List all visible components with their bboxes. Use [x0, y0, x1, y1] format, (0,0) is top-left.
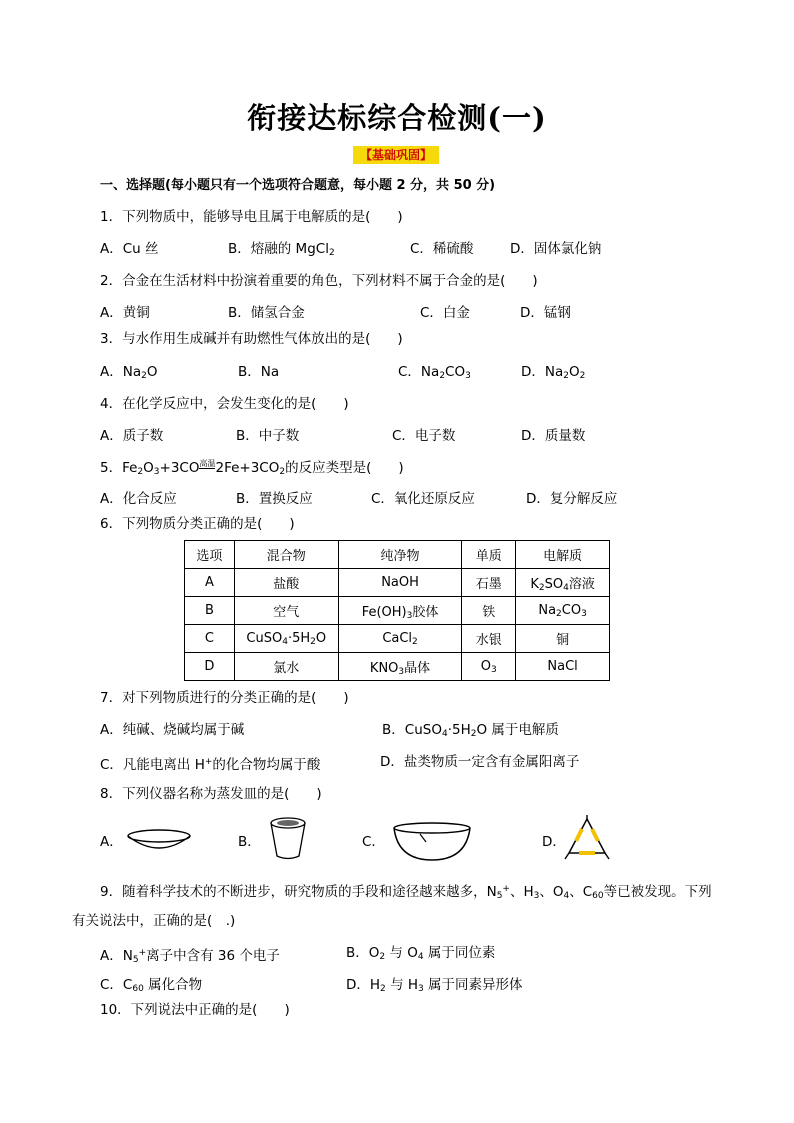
q3-option-c: C．$Na_2CO_3$ — [398, 364, 471, 381]
section-heading: 一、选择题(每小题只有一个选项符合题意，每小题 2 分，共 50 分) — [100, 178, 496, 193]
table-cell: B — [185, 597, 235, 625]
question-4-stem: 4．在化学反应中，会发生变化的是( ) — [100, 396, 349, 412]
crucible-icon — [266, 815, 310, 861]
table-header: 混合物 — [234, 541, 338, 569]
q2-option-b: B．储氢合金 — [228, 305, 305, 321]
q3-option-b: B．Na — [238, 364, 280, 380]
table-cell: 水银 — [462, 625, 516, 653]
question-1-stem: 1．下列物质中，能够导电且属于电解质的是( ) — [100, 209, 403, 225]
table-header: 纯净物 — [338, 541, 462, 569]
q4-option-d: D．质量数 — [521, 428, 586, 444]
table-cell: 盐酸 — [234, 569, 338, 597]
table-cell: $Fe(OH)_3$胶体 — [338, 597, 462, 625]
question-10-stem: 10．下列说法中正确的是( ) — [100, 1002, 290, 1018]
table-cell: $K_2SO_4$溶液 — [516, 569, 610, 597]
table-cell: $KNO_3$晶体 — [338, 653, 462, 681]
q4-option-b: B．中子数 — [236, 428, 300, 444]
q4-option-c: C．电子数 — [392, 428, 456, 444]
q1-option-b: B．熔融的 MgCl$_2$ — [228, 241, 335, 258]
evaporating-dish-icon — [390, 820, 474, 862]
q8-option-c: C． — [362, 834, 385, 850]
table-cell: 铁 — [462, 597, 516, 625]
q9-option-a: A．$N_5^+$离子中含有 36 个电子 — [100, 948, 280, 965]
clay-triangle-icon — [563, 815, 611, 861]
table-cell: D — [185, 653, 235, 681]
q2-option-d: D．锰钢 — [520, 305, 571, 321]
q1-option-c: C．稀硫酸 — [410, 241, 474, 257]
table-cell: $O_3$ — [462, 653, 516, 681]
reaction-condition: 高温 — [199, 459, 216, 468]
q7-option-b: B．$CuSO_4\cdot 5H_2O$ 属于电解质 — [382, 722, 559, 739]
q5-option-c: C．氧化还原反应 — [371, 491, 475, 507]
table-row — [185, 597, 610, 625]
q2-option-a: A．黄铜 — [100, 305, 150, 321]
table-cell: A — [185, 569, 235, 597]
table-cell: 空气 — [234, 597, 338, 625]
q5-option-a: A．化合反应 — [100, 491, 177, 507]
table-header: 电解质 — [516, 541, 610, 569]
q7-option-d: D．盐类物质一定含有金属阳离子 — [380, 754, 580, 770]
q2-option-c: C．白金 — [420, 305, 470, 321]
q7-option-c: C．凡能电离出 H+的化合物均属于酸 — [100, 757, 321, 773]
question-8-stem: 8．下列仪器名称为蒸发皿的是( ) — [100, 786, 322, 802]
question-5-stem: 5．$Fe_2O_3+3CO^{高温}2Fe+3CO_2$的反应类型是( ) — [100, 459, 404, 477]
table-cell: NaOH — [338, 569, 462, 597]
page-title: 衔接达标综合检测(一) — [247, 101, 547, 135]
table-cell: NaCl — [516, 653, 610, 681]
question-9-stem-line-1: 9．随着科学技术的不断进步，研究物质的手段和途径越来越多，$N_5^+$、$H_3$、$O_4$、$C_{60}$等已被发现。下列 — [100, 884, 712, 901]
table-cell: CaCl$_2$ — [338, 625, 462, 653]
q5-option-d: D．复分解反应 — [526, 491, 618, 507]
table-row — [185, 569, 610, 597]
section-badge: 【基础巩固】 — [353, 146, 439, 164]
table-row — [185, 625, 610, 653]
table-cell: C — [185, 625, 235, 653]
table-header-row — [185, 541, 610, 569]
table-row — [185, 653, 610, 681]
table-cell: $CuSO_4\cdot 5H_2O$ — [234, 625, 338, 653]
q7-option-a: A．纯碱、烧碱均属于碱 — [100, 722, 245, 738]
q1-option-a: A．Cu 丝 — [100, 241, 159, 257]
table-header: 单质 — [462, 541, 516, 569]
table-header: 选项 — [185, 541, 235, 569]
question-6-stem: 6．下列物质分类正确的是( ) — [100, 516, 295, 532]
q8-option-d: D． — [542, 834, 566, 850]
q9-option-c: C．$C_{60}$ 属化合物 — [100, 977, 203, 994]
watch-glass-icon — [126, 826, 192, 854]
table-cell: $Na_2CO_3$ — [516, 597, 610, 625]
classification-table — [184, 540, 610, 681]
q3-option-d: D．$Na_2O_2$ — [521, 364, 586, 381]
question-9-stem-line-2: 有关说法中，正确的是( .) — [72, 913, 236, 929]
q8-option-b: B． — [238, 834, 261, 850]
question-2-stem: 2．合金在生活材料中扮演着重要的角色，下列材料不属于合金的是( ) — [100, 273, 538, 289]
q4-option-a: A．质子数 — [100, 428, 164, 444]
q1-option-d: D．固体氯化钠 — [510, 241, 602, 257]
q8-option-a: A． — [100, 834, 123, 850]
q9-option-b: B．$O_2$ 与 $O_4$ 属于同位素 — [346, 945, 496, 962]
table-cell: 石墨 — [462, 569, 516, 597]
table-cell: 氯水 — [234, 653, 338, 681]
question-3-stem: 3．与水作用生成碱并有助燃性气体放出的是( ) — [100, 331, 403, 347]
q9-option-d: D．$H_2$ 与 $H_3$ 属于同素异形体 — [346, 977, 523, 994]
q5-option-b: B．置换反应 — [236, 491, 313, 507]
table-cell: 铜 — [516, 625, 610, 653]
q3-option-a: A．$Na_2O$ — [100, 364, 158, 381]
question-7-stem: 7．对下列物质进行的分类正确的是( ) — [100, 690, 349, 706]
